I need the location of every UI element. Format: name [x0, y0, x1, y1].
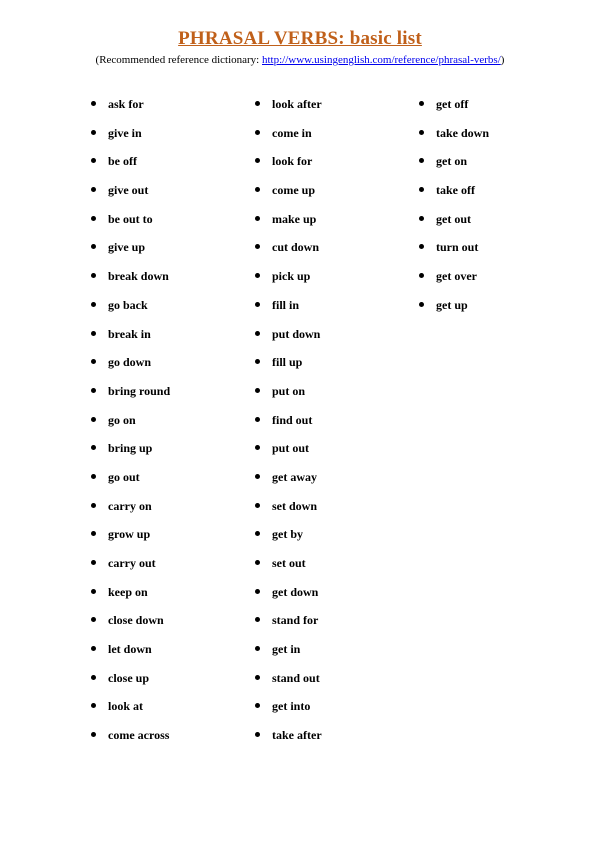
bullet-icon	[419, 273, 424, 278]
list-item	[272, 412, 322, 441]
bullet-icon	[419, 216, 424, 221]
bullet-icon	[255, 560, 260, 565]
bullet-icon	[91, 158, 96, 163]
list-item	[272, 383, 322, 412]
bullet-icon	[255, 101, 260, 106]
verb-column-2	[272, 96, 322, 756]
bullet-icon	[255, 331, 260, 336]
verb-label: turn out	[436, 240, 479, 255]
verb-label: close up	[108, 670, 150, 685]
bullet-icon	[419, 158, 424, 163]
verb-label: ask for	[108, 97, 144, 111]
bullet-icon	[255, 646, 260, 651]
verb-label: stand out	[272, 670, 320, 685]
list-item	[108, 125, 170, 154]
list-item	[108, 153, 170, 182]
bullet-icon	[255, 359, 260, 364]
verb-label: take down	[436, 125, 490, 140]
bullet-icon	[419, 101, 424, 106]
list-item	[436, 125, 489, 154]
list-item	[272, 698, 322, 727]
list-item	[108, 469, 170, 498]
list-item	[108, 698, 170, 727]
bullet-icon	[255, 503, 260, 508]
list-item	[272, 727, 322, 756]
bullet-icon	[91, 130, 96, 135]
verb-label: look for	[272, 154, 313, 169]
list-item	[108, 211, 170, 240]
reference-note	[0, 53, 600, 67]
list-item	[272, 96, 322, 125]
verb-label: get in	[272, 642, 301, 657]
list-item	[436, 297, 489, 326]
bullet-icon	[255, 130, 260, 135]
verb-label: put on	[272, 383, 306, 398]
bullet-icon	[91, 187, 96, 192]
bullet-icon	[419, 302, 424, 307]
list-item	[108, 440, 170, 469]
list-item	[108, 96, 170, 125]
verb-label: fill up	[272, 355, 303, 370]
list-item	[108, 555, 170, 584]
reference-note-prefix: (Recommended reference dictionary:	[95, 54, 262, 66]
list-item	[108, 326, 170, 355]
verb-label: break down	[108, 269, 169, 284]
bullet-icon	[91, 646, 96, 651]
verb-label: go down	[108, 355, 152, 370]
page-title: PHRASAL VERBS: basic list	[178, 28, 422, 49]
verb-label: get off	[436, 97, 469, 111]
verb-label: give in	[108, 125, 142, 140]
verb-label: put out	[272, 441, 310, 456]
list-item	[108, 383, 170, 412]
list-item	[108, 641, 170, 670]
bullet-icon	[255, 158, 260, 163]
list-item	[108, 297, 170, 326]
reference-dictionary-link[interactable]: http://www.usingenglish.com/reference/phrasal-verbs/	[262, 54, 501, 66]
bullet-icon	[255, 388, 260, 393]
verb-label: bring up	[108, 441, 153, 456]
verb-label: grow up	[108, 527, 151, 542]
phrasal-verb-columns	[0, 96, 600, 796]
bullet-icon	[91, 703, 96, 708]
list-item	[272, 268, 322, 297]
bullet-icon	[91, 445, 96, 450]
bullet-icon	[255, 617, 260, 622]
verb-label: come in	[272, 125, 312, 140]
list-item	[272, 641, 322, 670]
verb-label: make up	[272, 211, 317, 226]
bullet-icon	[91, 617, 96, 622]
bullet-icon	[255, 273, 260, 278]
list-item	[272, 354, 322, 383]
bullet-icon	[255, 187, 260, 192]
list-item	[272, 125, 322, 154]
verb-label: set down	[272, 498, 318, 513]
list-item	[108, 727, 170, 756]
list-item	[272, 239, 322, 268]
list-item	[108, 239, 170, 268]
verb-label: get out	[436, 211, 471, 226]
bullet-icon	[91, 101, 96, 106]
bullet-icon	[255, 302, 260, 307]
list-item	[436, 211, 489, 240]
bullet-icon	[91, 531, 96, 536]
verb-label: get into	[272, 699, 311, 714]
verb-label: give out	[108, 183, 149, 198]
list-item	[108, 670, 170, 699]
list-item	[272, 153, 322, 182]
bullet-icon	[91, 302, 96, 307]
verb-label: bring round	[108, 383, 171, 398]
verb-label: take off	[436, 183, 475, 198]
bullet-icon	[91, 244, 96, 249]
verb-label: set out	[272, 556, 306, 570]
list-item	[108, 526, 170, 555]
bullet-icon	[255, 703, 260, 708]
list-item	[272, 326, 322, 355]
list-item	[272, 670, 322, 699]
bullet-icon	[255, 474, 260, 479]
list-item	[272, 297, 322, 326]
bullet-icon	[255, 675, 260, 680]
bullet-icon	[255, 589, 260, 594]
verb-label: look at	[108, 699, 144, 714]
verb-label: go back	[108, 297, 148, 312]
verb-label: take after	[272, 728, 322, 743]
list-item	[108, 182, 170, 211]
bullet-icon	[91, 474, 96, 479]
bullet-icon	[91, 359, 96, 364]
reference-note-suffix: )	[500, 54, 505, 66]
verb-label: carry out	[108, 556, 156, 570]
bullet-icon	[91, 675, 96, 680]
verb-label: come across	[108, 728, 170, 743]
list-item	[108, 612, 170, 641]
bullet-icon	[91, 331, 96, 336]
bullet-icon	[91, 503, 96, 508]
list-item	[436, 153, 489, 182]
verb-label: break in	[108, 326, 151, 341]
verb-label: keep on	[108, 584, 148, 599]
verb-label: cut down	[272, 240, 320, 255]
bullet-icon	[419, 130, 424, 135]
list-item	[272, 555, 322, 584]
bullet-icon	[91, 589, 96, 594]
verb-label: get down	[272, 584, 319, 599]
list-item	[436, 182, 489, 211]
verb-label: stand for	[272, 613, 319, 628]
verb-column-3	[436, 96, 489, 326]
verb-column-1	[108, 96, 170, 756]
verb-label: get up	[436, 297, 468, 312]
verb-label: give up	[108, 240, 146, 255]
list-item	[108, 354, 170, 383]
list-item	[108, 412, 170, 441]
verb-label: get over	[436, 269, 477, 284]
verb-label: be out to	[108, 211, 153, 226]
list-item	[272, 498, 322, 527]
list-item	[108, 268, 170, 297]
bullet-icon	[91, 388, 96, 393]
bullet-icon	[419, 244, 424, 249]
verb-label: get away	[272, 469, 317, 484]
bullet-icon	[255, 445, 260, 450]
bullet-icon	[91, 732, 96, 737]
list-item	[436, 239, 489, 268]
verb-label: come up	[272, 183, 315, 198]
verb-label: get on	[436, 154, 467, 169]
bullet-icon	[255, 216, 260, 221]
list-item	[436, 96, 489, 125]
list-item	[108, 498, 170, 527]
verb-label: be off	[108, 154, 137, 169]
list-item	[436, 268, 489, 297]
bullet-icon	[91, 273, 96, 278]
list-item	[272, 612, 322, 641]
verb-label: find out	[272, 412, 313, 427]
bullet-icon	[91, 216, 96, 221]
verb-label: look after	[272, 97, 322, 111]
verb-label: carry on	[108, 498, 152, 513]
verb-label: pick up	[272, 269, 311, 284]
verb-label: go out	[108, 469, 140, 484]
bullet-icon	[91, 417, 96, 422]
bullet-icon	[255, 417, 260, 422]
verb-label: go on	[108, 412, 136, 427]
list-item	[272, 211, 322, 240]
list-item	[272, 440, 322, 469]
verb-label: get by	[272, 527, 303, 542]
bullet-icon	[255, 732, 260, 737]
list-item	[272, 182, 322, 211]
bullet-icon	[255, 531, 260, 536]
verb-label: fill in	[272, 297, 300, 312]
list-item	[272, 526, 322, 555]
list-item	[272, 469, 322, 498]
verb-label: let down	[108, 642, 152, 657]
list-item	[108, 584, 170, 613]
verb-label: close down	[108, 613, 164, 628]
bullet-icon	[255, 244, 260, 249]
bullet-icon	[91, 560, 96, 565]
bullet-icon	[419, 187, 424, 192]
list-item	[272, 584, 322, 613]
verb-label: put down	[272, 326, 321, 341]
